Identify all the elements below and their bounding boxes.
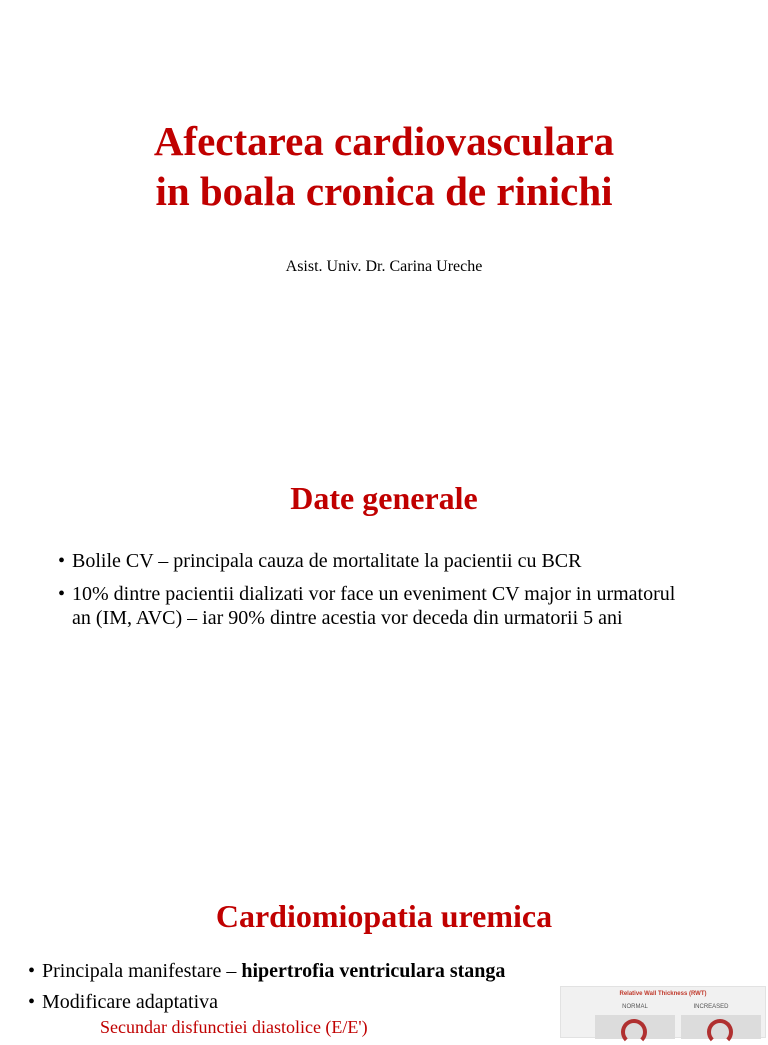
- heart-wall-icon: [707, 1019, 733, 1045]
- title-line-2: in boala cronica de rinichi: [155, 168, 613, 214]
- author-name: Asist. Univ. Dr. Carina Ureche: [285, 258, 483, 275]
- bullet-item: • Modificare adaptativa: [28, 990, 568, 1014]
- rwt-figure: [560, 986, 766, 1038]
- sub-bullet-partial: Secundar disfunctiei diastolice (E/E'): [100, 1017, 368, 1037]
- figure-column-normal: NORMAL: [622, 1004, 648, 1010]
- bullet-item: • 10% dintre pacientii dializati vor face un eveniment CV major in urmatorul an (IM, AVC) – iar 90% dintre acestia vor deceda din urmatorii 5 ani: [58, 582, 698, 630]
- presentation-title: [0, 116, 768, 216]
- bullet-list-date-generale: [58, 549, 698, 639]
- figure-title: Relative Wall Thickness (RWT): [619, 991, 707, 997]
- figure-column-increased: INCREASED: [693, 1004, 729, 1010]
- bullet-text: Principala manifestare –: [42, 960, 242, 982]
- title-line-1: Afectarea cardiovasculara: [153, 118, 615, 164]
- heart-wall-icon: [621, 1019, 647, 1045]
- bullet-item: • Bolile CV – principala cauza de mortalitate la pacientii cu BCR: [58, 549, 698, 573]
- bullet-bold-text: hipertrofia ventriculara stanga: [241, 960, 506, 982]
- section-title-date-generale: Date generale: [290, 480, 478, 516]
- section-title-cardiomiopatia: Cardiomiopatia uremica: [215, 898, 553, 934]
- bullet-item: [28, 959, 568, 983]
- bullet-list-cardiomiopatia: [28, 959, 568, 1021]
